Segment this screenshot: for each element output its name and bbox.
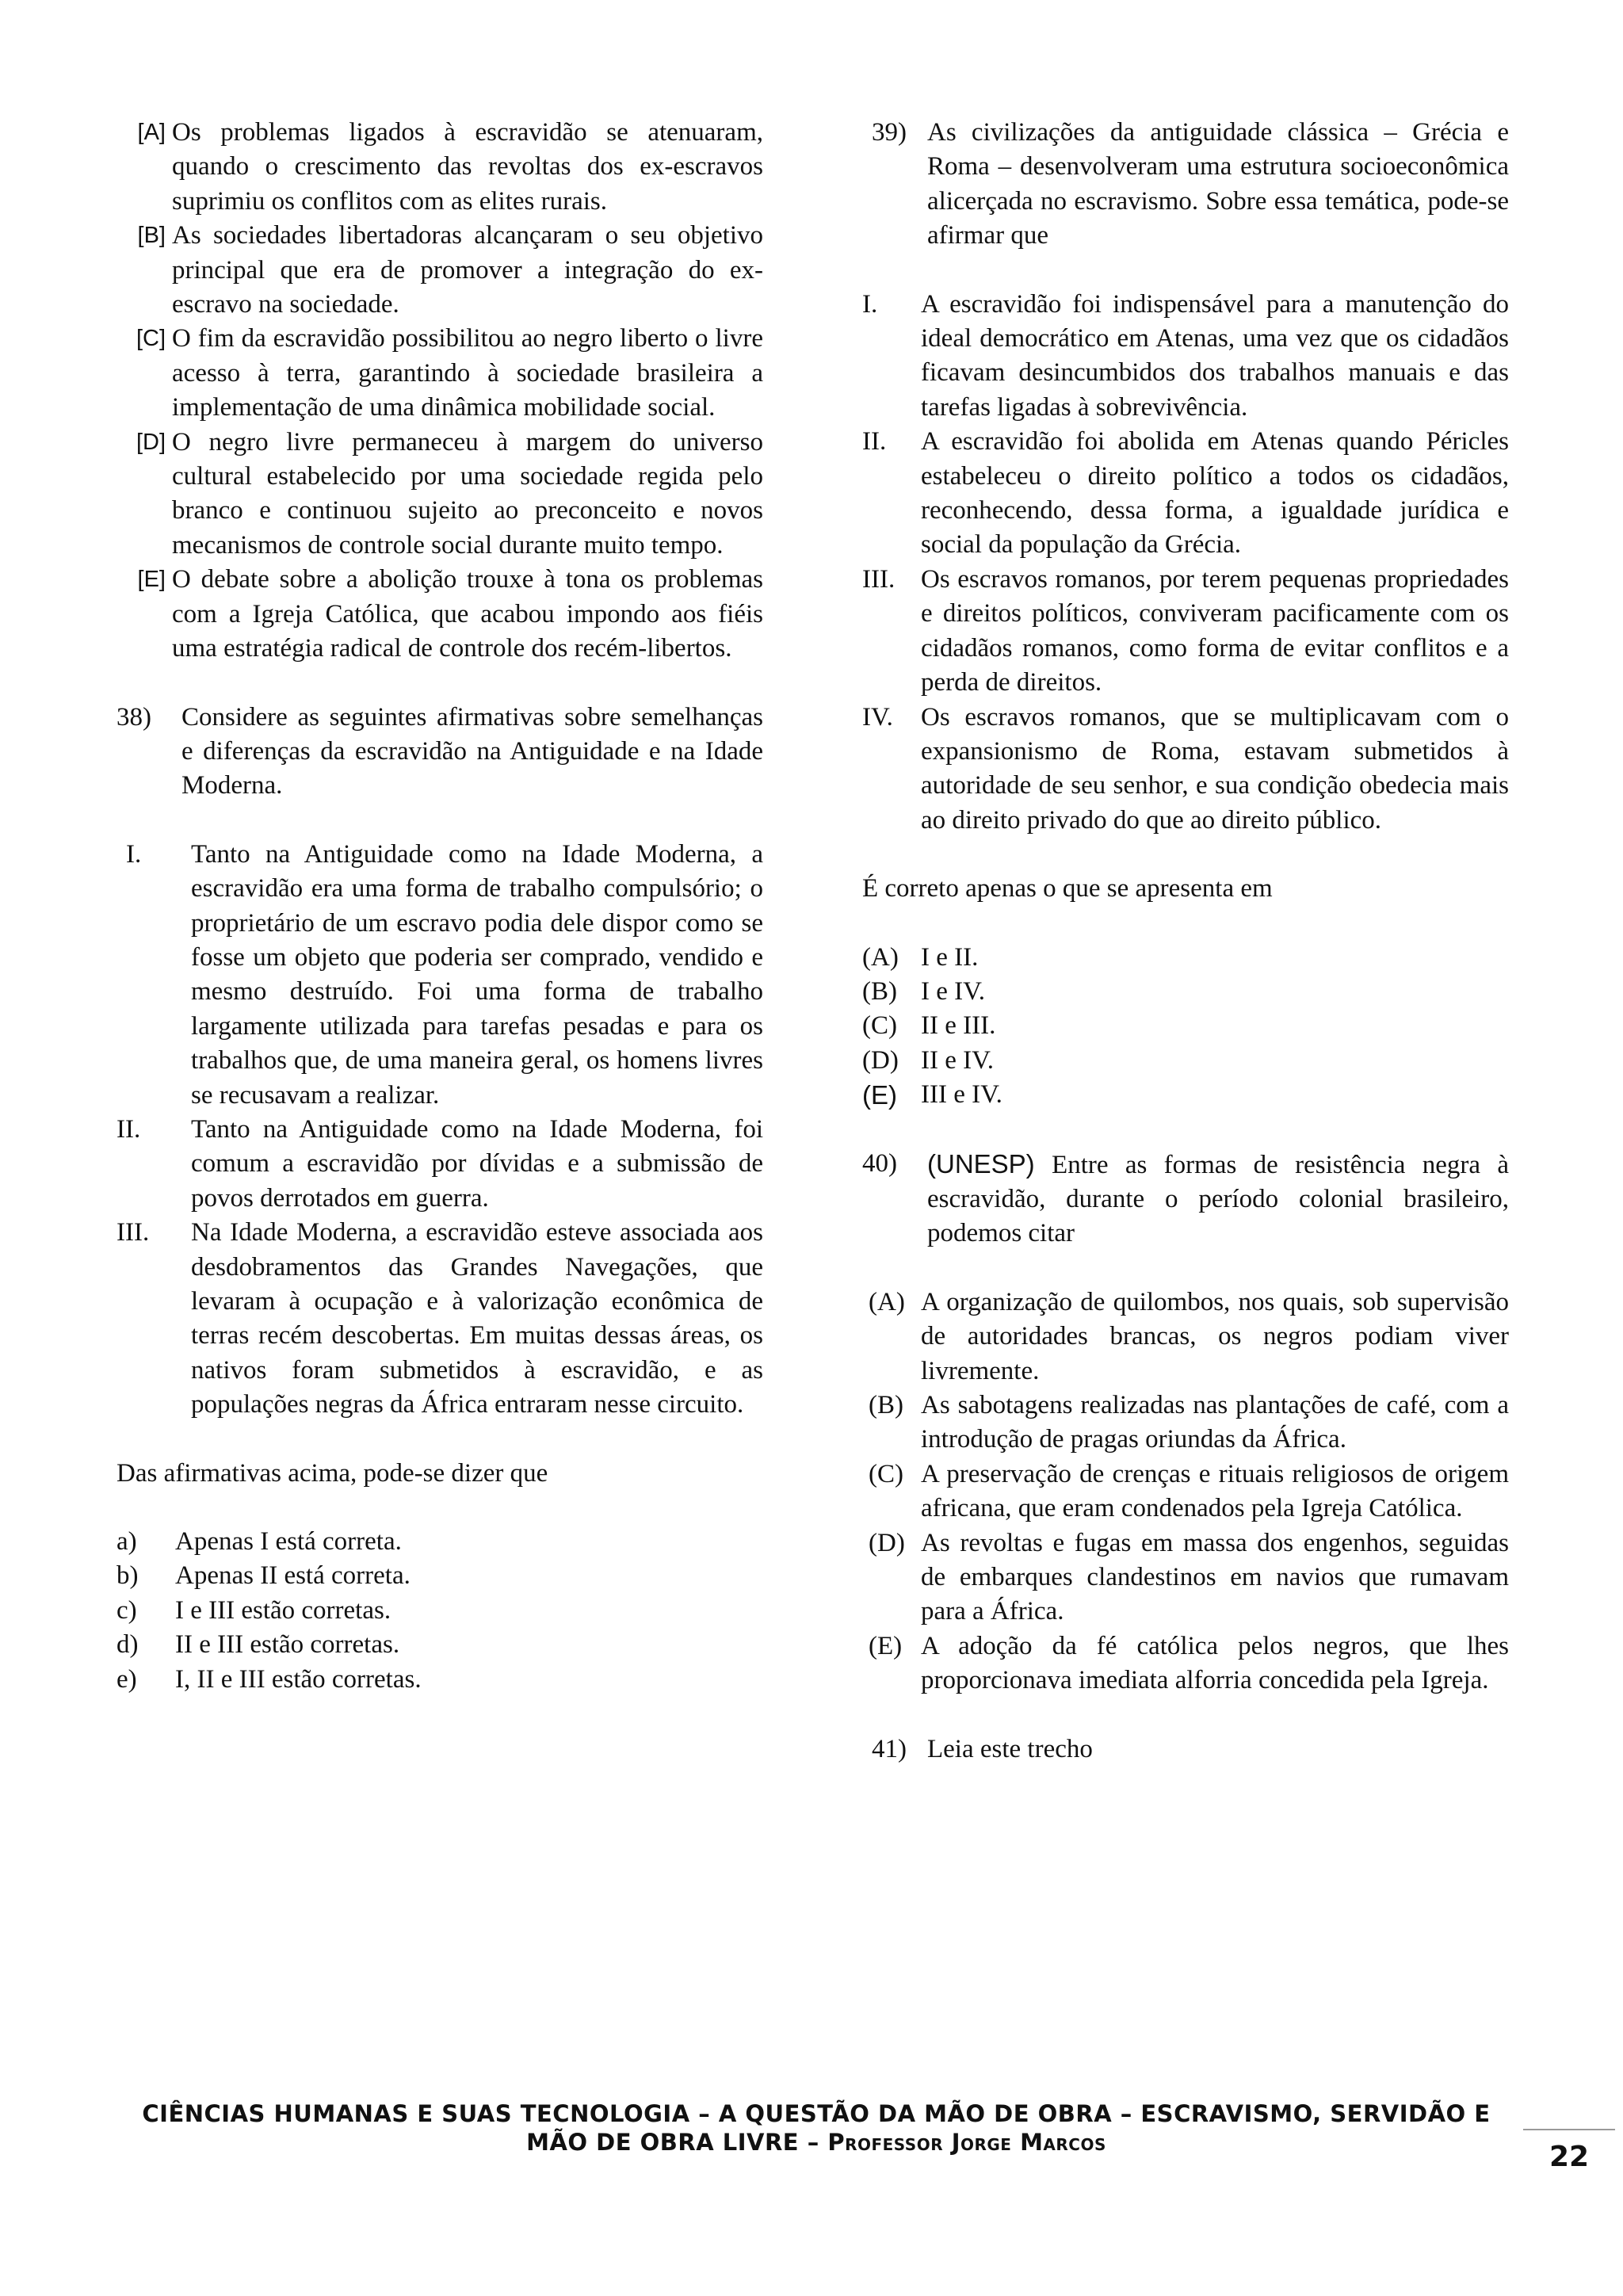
q41-stem — [862, 1733, 1509, 1767]
alternative-text[interactable]: As sabotagens realizadas nas plantações de café, com a introdução de pragas oriundas da África. — [921, 1391, 1509, 1454]
alternative-text[interactable]: III e IV. — [921, 1080, 1002, 1110]
page-number: 22 — [1549, 2141, 1590, 2173]
alternative-label: d) — [116, 1630, 139, 1660]
q37-option-a[interactable] — [116, 116, 763, 219]
item-number: II. — [862, 427, 887, 457]
option-text: O negro livre permaneceu à margem do universo cultural estabelecido por uma sociedade regida pelo branco e continuou sujeito ao preconceito e novos mecanismos de controle social durante muito tempo. — [172, 427, 763, 560]
q37-option-d[interactable] — [116, 426, 763, 563]
question-text-wrap — [927, 1147, 1509, 1251]
q38-prompt: Das afirmativas acima, pode-se dizer que — [116, 1458, 548, 1488]
option-text: As sociedades libertadoras alcançaram o seu objetivo principal que era de promover a integração do ex-escravo na sociedade. — [172, 221, 763, 319]
alternative-text[interactable]: As revoltas e fugas em massa dos engenhos, seguidas de embarques clandestinos em navios que rumavam para a África. — [921, 1528, 1509, 1626]
page-footer — [119, 2099, 1514, 2157]
alternative-label: (E) — [869, 1631, 903, 1660]
option-label: [A] — [137, 120, 166, 145]
item-number: III. — [116, 1218, 150, 1247]
question-number: 41) — [872, 1734, 907, 1763]
question-source: (UNESP) — [927, 1148, 1035, 1179]
footer-author: Professor Jorge Marcos — [827, 2129, 1106, 2156]
alternative-text[interactable]: A preservação de crenças e rituais religiosos de origem africana, que eram condenados pela Igreja Católica. — [921, 1459, 1509, 1523]
alternative-label: b) — [116, 1561, 139, 1591]
q39-alternatives — [862, 941, 1509, 1113]
q38-items — [116, 838, 763, 1423]
option-label: [E] — [137, 567, 166, 593]
item-text: Na Idade Moderna, a escravidão esteve associada aos desdobramentos das Grandes Navegações, que levaram à ocupação e à valorização econômica de terras recém descobertas. Em muitas dessas áreas, os nativos foram submetidos à escravidão, e as populações negras da África entraram nesse circuito. — [191, 1218, 763, 1419]
alternative-label: (A) — [869, 1287, 905, 1316]
q37-options — [116, 116, 763, 667]
option-text: Os problemas ligados à escravidão se atenuaram, quando o crescimento das revoltas dos ex-escravos suprimiu os conflitos com as elites rurais. — [172, 118, 763, 216]
left-column — [116, 116, 763, 1697]
alternative-label: (D) — [869, 1528, 905, 1557]
option-text: O fim da escravidão possibilitou ao negro liberto o livre acesso à terra, garantindo à sociedade brasileira a implementação de uma dinâmica mobilidade social. — [172, 324, 763, 422]
alternative-text[interactable]: I e IV. — [921, 976, 985, 1006]
alternative-label: (B) — [862, 976, 897, 1006]
alternative-label: e) — [116, 1664, 137, 1694]
question-number: 39) — [872, 118, 907, 147]
question-text: As civilizações da antiguidade clássica – Grécia e Roma – desenvolveram uma estrutura socioeconômica alicerçada no escravismo. Sobre essa temática, pode-se afirmar que — [927, 118, 1509, 250]
alternative-text[interactable]: II e III estão corretas. — [175, 1630, 400, 1660]
alternative-label: (E) — [862, 1080, 897, 1110]
q38-stem — [116, 701, 763, 804]
right-column — [862, 116, 1509, 1767]
q37-option-c[interactable] — [116, 322, 763, 425]
item-number: III. — [862, 564, 896, 594]
alternative-label: (D) — [862, 1045, 899, 1075]
item-text: Os escravos romanos, que se multiplicavam com o expansionismo de Roma, estavam submetidos à autoridade de seu senhor, e sua condição obedecia mais ao direito privado do que ao direito público. — [921, 702, 1509, 835]
q40-stem — [862, 1147, 1509, 1251]
footer-subject: MÃO DE OBRA LIVRE – — [526, 2129, 828, 2156]
page-number-rule — [1523, 2129, 1615, 2130]
item-text: A escravidão foi abolida em Atenas quando Péricles estabeleceu o direito político a todos os cidadãos, reconhecendo, dessa forma, a igualdade jurídica e social da população da Grécia. — [921, 427, 1509, 560]
alternative-text[interactable]: I e III estão corretas. — [175, 1595, 391, 1625]
option-label: [D] — [136, 429, 166, 455]
q37-option-b[interactable] — [116, 219, 763, 322]
q39-items — [862, 288, 1509, 839]
q39-prompt: É correto apenas o que se apresenta em — [862, 874, 1273, 904]
alternative-label: (A) — [862, 942, 899, 972]
alternative-text[interactable]: A adoção da fé católica pelos negros, que lhes proporcionava imediata alforria concedida pela Igreja. — [921, 1631, 1509, 1695]
option-label: [C] — [136, 326, 166, 352]
item-number: IV. — [862, 702, 893, 732]
item-text: Tanto na Antiguidade como na Idade Moderna, a escravidão era uma forma de trabalho compulsório; o proprietário de um escravo podia dele dispor como se fosse um objeto que poderia ser comprado, vendido e mesmo destruído. Foi uma forma de trabalho largamente utilizada para tarefas pesadas e para os trabalhos que, de uma maneira geral, os homens livres se recusavam a realizar. — [191, 839, 763, 1110]
option-label: [B] — [137, 223, 166, 249]
q39-stem — [862, 116, 1509, 254]
alternative-text[interactable]: I, II e III estão corretas. — [175, 1664, 422, 1694]
item-text: Os escravos romanos, por terem pequenas propriedades e direitos políticos, conviveram pacificamente com os cidadãos romanos, como forma de evitar conflitos e a perda de direitos. — [921, 564, 1509, 697]
item-number: I. — [126, 839, 142, 869]
footer-line-1: CIÊNCIAS HUMANAS E SUAS TECNOLOGIA – A QUESTÃO DA MÃO DE OBRA – ESCRAVISMO, SERVIDÃO E — [142, 2100, 1491, 2127]
question-text: Leia este trecho — [927, 1734, 1093, 1763]
item-number: I. — [862, 289, 878, 319]
alternative-label: a) — [116, 1527, 137, 1557]
question-number: 40) — [862, 1148, 897, 1178]
q38-alternatives — [116, 1525, 763, 1697]
item-text: A escravidão foi indispensável para a manutenção do ideal democrático em Atenas, uma vez que os cidadãos ficavam desincumbidos dos trabalhos manuais e das tarefas ligadas à sobrevivência. — [921, 289, 1509, 422]
alternative-text[interactable]: Apenas I está correta. — [175, 1527, 402, 1557]
q37-option-e[interactable] — [116, 563, 763, 666]
footer-line-2 — [119, 2128, 1514, 2157]
question-text: Considere as seguintes afirmativas sobre semelhanças e diferenças da escravidão na Antiguidade e na Idade Moderna. — [181, 702, 763, 800]
item-text: Tanto na Antiguidade como na Idade Moderna, foi comum a escravidão por dívidas e a submissão de povos derrotados em guerra. — [191, 1114, 763, 1213]
option-text: O debate sobre a abolição trouxe à tona os problemas com a Igreja Católica, que acabou impondo aos fiéis uma estratégia radical de controle dos recém-libertos. — [172, 565, 763, 663]
alternative-label: c) — [116, 1595, 137, 1625]
alternative-label: (B) — [869, 1391, 903, 1419]
question-text: Entre as formas de resistência negra à escravidão, durante o período colonial brasileiro, podemos citar — [927, 1150, 1509, 1248]
question-number: 38) — [116, 702, 151, 732]
alternative-label: (C) — [862, 1011, 897, 1041]
alternative-text[interactable]: I e II. — [921, 942, 979, 972]
alternative-text[interactable]: II e III. — [921, 1011, 996, 1041]
alternative-label: (C) — [869, 1459, 903, 1488]
alternative-text[interactable]: II e IV. — [921, 1045, 994, 1075]
item-number: II. — [116, 1114, 141, 1144]
alternative-text[interactable]: A organização de quilombos, nos quais, sob supervisão de autoridades brancas, os negros podiam viver livremente. — [921, 1287, 1509, 1385]
alternative-text[interactable]: Apenas II está correta. — [175, 1561, 411, 1591]
q40-alternatives — [862, 1286, 1509, 1698]
